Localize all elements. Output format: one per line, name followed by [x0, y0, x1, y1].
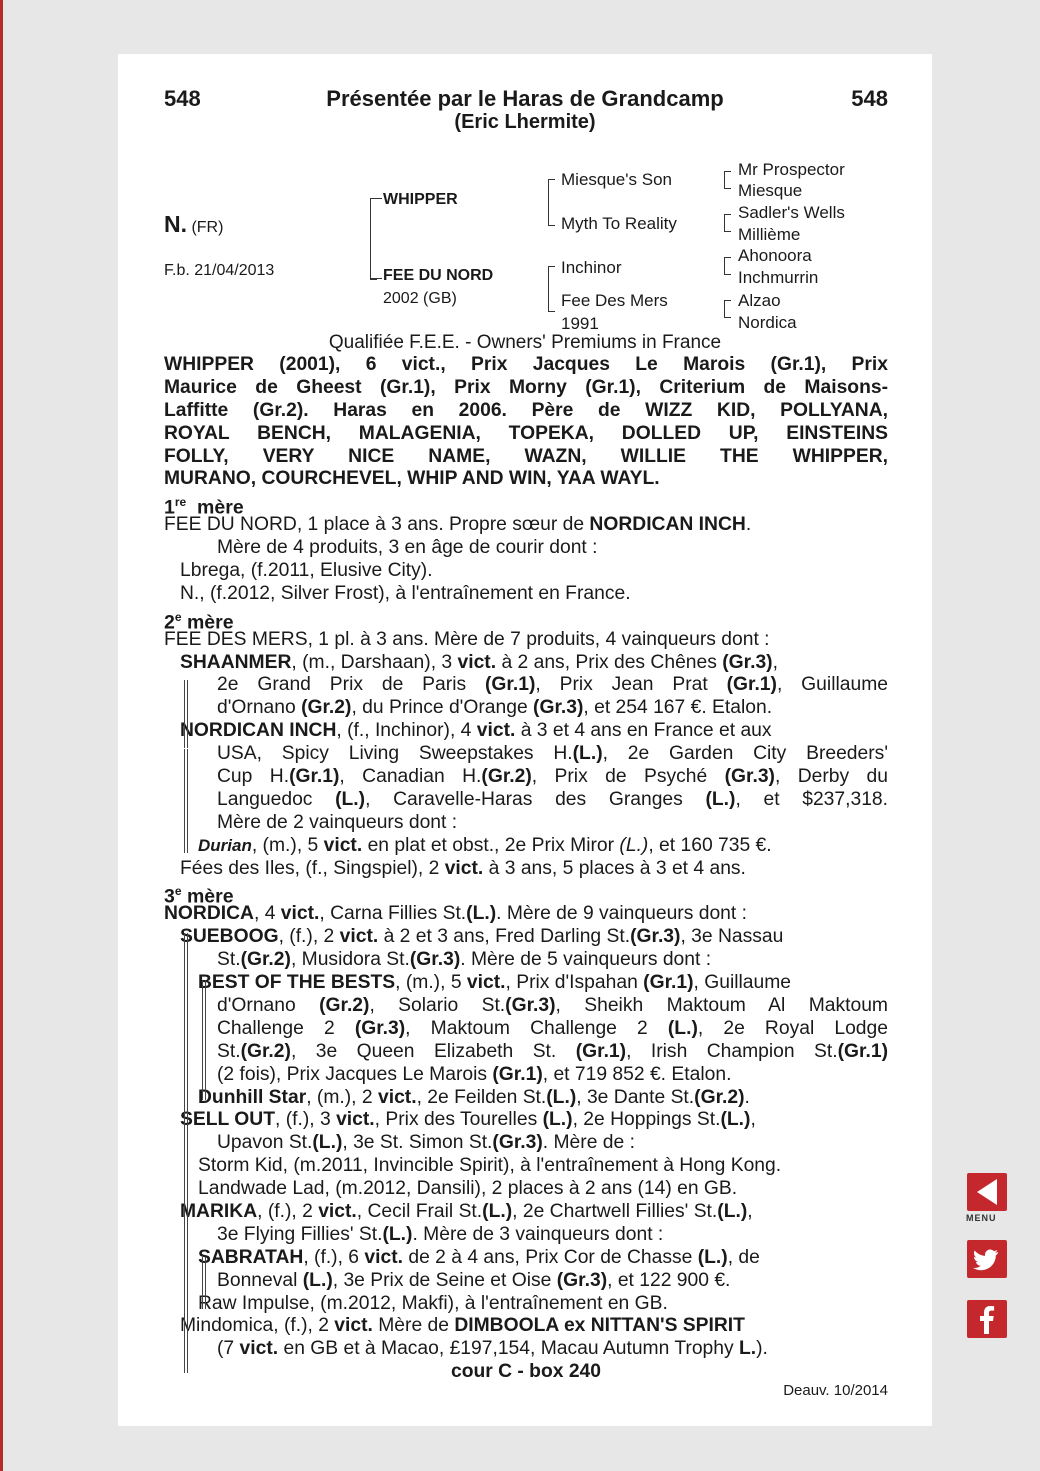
produce-line [164, 766, 888, 789]
text: Languedoc [217, 788, 336, 810]
text: . [744, 1086, 750, 1108]
produce-line [164, 789, 888, 812]
text: vict. [323, 834, 363, 856]
text: en GB et à Macao, £197,154, Macau Autumn Trophy [278, 1338, 739, 1360]
pedigree-dsd: Inchmurrin [738, 268, 819, 287]
text: , (m.), 5 [395, 972, 467, 994]
produce-line [164, 1109, 888, 1132]
produce-line [164, 1041, 888, 1064]
text: , Prix des Tourelles [374, 1109, 543, 1131]
text: Upavon St. [217, 1132, 313, 1154]
pedigree-bracket-sire [548, 179, 555, 226]
text: NORDICAN INCH [180, 720, 337, 742]
produce-line [164, 674, 888, 697]
text: vict. [280, 903, 320, 925]
twitter-button[interactable] [967, 1240, 1007, 1278]
text: (L.) [335, 788, 366, 810]
text: SHAANMER [180, 651, 292, 673]
text: (Gr.2) [319, 994, 370, 1016]
text: St. [217, 1040, 241, 1062]
box-location: cour C - box 240 [450, 1361, 601, 1383]
text: . Mère de 9 vainqueurs dont : [496, 903, 747, 925]
pedigree-bracket-dam [548, 266, 555, 312]
menu-label[interactable]: MENU [966, 1213, 997, 1223]
text: MARIKA [180, 1200, 258, 1222]
text: vict. [377, 1086, 417, 1108]
text: , Prix Jean Prat [535, 674, 727, 696]
text: . Mère de 5 vainqueurs dont : [460, 949, 712, 971]
text: (Gr.3) [722, 651, 773, 673]
text: , (f.), 3 [275, 1109, 337, 1131]
text: (L.) [312, 1132, 343, 1154]
heading-word: mère [186, 885, 234, 908]
text: . [745, 514, 752, 536]
text: (Gr.1) [575, 1040, 627, 1062]
produce-line [164, 1270, 888, 1293]
text: (Gr.1) [289, 766, 340, 788]
pedigree-bracket-g [724, 257, 731, 275]
text: , 2e Garden City Breeders' [602, 743, 889, 765]
produce-bar [184, 749, 188, 853]
text: , 3e St. Simon St. [342, 1132, 493, 1154]
text: d'Ornano [217, 994, 320, 1016]
text: , 2e Hoppings St. [572, 1109, 721, 1131]
produce-line [164, 995, 888, 1018]
pedigree-sire: WHIPPER [383, 191, 458, 208]
consignor-subtitle: (Eric Lhermite) [454, 111, 596, 133]
text: , (m.), 5 [251, 834, 324, 856]
first-dam-line: Mère de 4 produits, 3 en âge de courir dont : [217, 537, 598, 559]
sire-line: Laffitte (Gr.2). Haras en 2006. Père de WIZZ KID, POLLYANA, [164, 399, 888, 421]
text: , [747, 1200, 753, 1222]
produce-line [164, 743, 888, 766]
text: (7 [217, 1338, 240, 1360]
text: (L.) [717, 1200, 748, 1222]
horse-name: N. [164, 211, 187, 237]
produce-line [164, 835, 888, 858]
text: (Gr.2) [301, 697, 352, 719]
pedigree-sss: Mr Prospector [738, 160, 845, 179]
text: SUEBOOG [180, 926, 279, 948]
lot-number-left: 548 [164, 86, 201, 111]
text: , Maktoum Challenge 2 [405, 1017, 668, 1039]
text: vict. [364, 1246, 403, 1268]
text: (2 fois), Prix Jacques Le Marois [217, 1063, 493, 1085]
text: (Gr.3) [492, 1132, 543, 1154]
heading-num: 3 [164, 885, 175, 908]
first-dam-heading [164, 491, 888, 519]
text: , et 719 852 €. Etalon. [542, 1063, 732, 1085]
produce-line: N., (f.2012, Silver Frost), à l'entraînement en France. [180, 582, 631, 604]
text: (Gr.3) [505, 994, 556, 1016]
text: , [750, 1109, 756, 1131]
text: (Gr.1) [837, 1040, 888, 1062]
text: ). [756, 1338, 768, 1360]
text: (L.) [697, 1246, 728, 1268]
text: . Mère de : [542, 1132, 635, 1154]
pedigree-ssd: Miesque [738, 181, 803, 200]
text: , Derby du [774, 766, 889, 788]
produce-bar [202, 1257, 206, 1309]
twitter-icon [967, 1240, 1007, 1278]
produce-line: Lbrega, (f.2011, Elusive City). [180, 560, 433, 582]
pedigree-dd-year: 1991 [561, 314, 599, 333]
produce-line: Mère de 2 vainqueurs dont : [217, 811, 458, 833]
text: (Gr.3) [630, 926, 681, 948]
heading-num: 1 [164, 496, 175, 519]
text: , Musidora St. [290, 949, 410, 971]
text: , 3e Nassau [680, 926, 784, 948]
text: vict. [318, 1200, 357, 1222]
text: en plat et obst., 2e Prix Miror [362, 834, 620, 856]
text: Mère de [372, 1315, 455, 1337]
pedigree-bracket-g [724, 171, 731, 189]
text: vict. [239, 1338, 279, 1360]
produce-line [164, 1018, 888, 1041]
text: , et $237,318. [735, 788, 889, 810]
text: , Solario St. [369, 994, 506, 1016]
produce-bar [202, 980, 206, 1100]
first-dam-line [164, 514, 888, 537]
pedigree-tick [370, 278, 382, 279]
produce-line [164, 1315, 888, 1338]
text: (Gr.3) [556, 1269, 608, 1291]
text: , 3e Dante St. [576, 1086, 695, 1108]
text: , (f.), 6 [303, 1246, 365, 1268]
text: , Caravelle-Haras des Granges [365, 788, 706, 810]
sire-line: MURANO, COURCHEVEL, WHIP AND WIN, YAA WAYL. [164, 468, 660, 490]
text: , de [727, 1246, 760, 1268]
text: (Gr.1) [643, 972, 694, 994]
left-edge-line [0, 0, 3, 1471]
pedigree-ddd: Nordica [738, 313, 797, 332]
text: (L.) [619, 834, 649, 856]
third-dam-line [164, 903, 888, 926]
back-arrow-icon [967, 1173, 1007, 1211]
text: (Gr.3) [354, 1017, 406, 1039]
text: (L.) [572, 743, 603, 765]
text: (Gr.3) [409, 949, 461, 971]
pedigree-dds: Alzao [738, 291, 781, 310]
text: , Guillaume [776, 674, 888, 696]
text: FEE DU NORD, 1 place à 3 ans. Propre sœur de [164, 514, 590, 536]
text: (Gr.2) [481, 766, 532, 788]
text: , et 160 735 €. [648, 834, 772, 856]
produce-line: Raw Impulse, (m.2012, Makfi), à l'entraînement en GB. [198, 1292, 668, 1314]
produce-line [164, 697, 888, 720]
facebook-icon [967, 1300, 1007, 1338]
text: (L.) [466, 903, 497, 925]
text: à 2 ans, Prix des Chênes [496, 651, 723, 673]
produce-line: Landwade Lad, (m.2012, Dansili), 2 places à 2 ans (14) en GB. [198, 1178, 738, 1200]
horse-country: (FR) [191, 219, 224, 236]
pedigree-dss: Ahonoora [738, 246, 812, 265]
text: St. [217, 949, 241, 971]
pedigree-ss: Miesque's Son [561, 170, 672, 189]
second-dam-line: FEE DES MERS, 1 pl. à 3 ans. Mère de 7 produits, 4 vainqueurs dont : [164, 628, 770, 650]
pedigree-dd: Fee Des Mers [561, 291, 668, 310]
heading-num: 2 [164, 611, 175, 634]
text: Mindomica, (f.), 2 [180, 1315, 335, 1337]
text: (L.) [705, 788, 736, 810]
produce-line: Storm Kid, (m.2011, Invincible Spirit), à l'entraînement à Hong Kong. [198, 1155, 782, 1177]
text: Fées des Iles, (f., Singspiel), 2 [180, 857, 445, 879]
second-dam-heading [164, 606, 888, 634]
pedigree-tick [370, 198, 382, 199]
sire-line: WHIPPER (2001), 6 vict., Prix Jacques Le Marois (Gr.1), Prix [164, 354, 888, 375]
horse-name-block [164, 211, 223, 238]
text: NORDICAN INCH [589, 514, 746, 536]
produce-bar [184, 933, 188, 1373]
heading-sup: re [174, 495, 187, 510]
heading-word: mère [197, 496, 244, 519]
text: , 4 [253, 903, 281, 925]
text: , Sheikh Maktoum Al Maktoum [555, 994, 888, 1016]
text: (L.) [546, 1086, 577, 1108]
sire-line: ROYAL BENCH, MALAGENIA, TOPEKA, DOLLED UP, EINSTEINS [164, 422, 888, 444]
text: L. [739, 1338, 757, 1360]
facebook-button[interactable] [967, 1300, 1007, 1338]
text: , 3e Prix de Seine et Oise [332, 1269, 557, 1291]
text: à 2 et 3 ans, Fred Darling St. [378, 926, 631, 948]
text: Durian [198, 835, 252, 855]
text: Challenge 2 [217, 1017, 355, 1039]
text: , (m., Darshaan), 3 [291, 651, 458, 673]
text: , Prix d'Ispahan [505, 972, 644, 994]
text: , Prix de Psyché [531, 766, 725, 788]
lot-number-right: 548 [851, 86, 888, 111]
horse-birth: F.b. 21/04/2013 [164, 262, 275, 279]
produce-line [164, 1087, 888, 1110]
text: vict. [457, 651, 497, 673]
text: Dunhill Star [198, 1086, 307, 1108]
heading-word: mère [186, 611, 234, 634]
text: , et 122 900 €. [607, 1269, 731, 1291]
text: , (f.), 2 [257, 1200, 319, 1222]
text: (L.) [382, 1223, 413, 1245]
text: , du Prince d'Orange [351, 697, 534, 719]
text: vict. [339, 926, 379, 948]
pedigree-sd: Myth To Reality [561, 214, 677, 233]
text: , 3e Queen Elizabeth St. [290, 1040, 576, 1062]
heading-sup: e [174, 609, 182, 624]
text: (Gr.1) [726, 674, 777, 696]
catalogue-page [118, 54, 932, 1426]
produce-line [164, 1064, 888, 1087]
qualification: Qualifiée F.E.E. - Owners' Premiums in France [328, 332, 722, 353]
text: vict. [444, 857, 484, 879]
text: (Gr.3) [533, 697, 584, 719]
menu-button[interactable] [967, 1173, 1007, 1211]
sire-line: Maurice de Gheest (Gr.1), Prix Morny (Gr.1), Criterium de Maisons- [164, 376, 888, 398]
text: , (m.), 2 [306, 1086, 378, 1108]
pedigree-bracket-main [370, 198, 377, 280]
text: , 2e Feilden St. [416, 1086, 547, 1108]
text: DIMBOOLA ex NITTAN'S SPIRIT [454, 1315, 745, 1337]
text: , et 254 167 €. Etalon. [583, 697, 773, 719]
text: (L.) [720, 1109, 751, 1131]
text: d'Ornano [217, 697, 302, 719]
text: NORDICA [164, 903, 254, 925]
pedigree-bracket-g [724, 300, 731, 318]
text: (Gr.2) [240, 949, 291, 971]
produce-line [164, 972, 888, 995]
heading-sup: e [174, 884, 182, 899]
pedigree-sdd: Millième [738, 225, 801, 244]
text: , Canadian H. [339, 766, 482, 788]
text: à 3 ans, 5 places à 3 et 4 ans. [483, 857, 746, 879]
produce-line [164, 720, 888, 743]
text: (Gr.2) [240, 1040, 291, 1062]
text: (Gr.2) [694, 1086, 745, 1108]
text: , Irish Champion St. [626, 1040, 838, 1062]
produce-line [164, 926, 888, 949]
produce-line [164, 1247, 888, 1270]
text: 3e Flying Fillies' St. [217, 1223, 383, 1245]
text: vict. [334, 1315, 373, 1337]
catalogue-body [164, 354, 888, 1384]
text: (L.) [667, 1017, 698, 1039]
text: (Gr.1) [485, 674, 536, 696]
text: , [772, 651, 778, 673]
produce-bar [184, 680, 188, 748]
pedigree-dam-info: 2002 (GB) [383, 290, 457, 307]
text: , 2e Chartwell Fillies' St. [512, 1200, 718, 1222]
text: (L.) [542, 1109, 573, 1131]
footer-ref: Deauv. 10/2014 [783, 1382, 888, 1399]
consignor-title: Présentée par le Haras de Grandcamp [326, 86, 724, 111]
text: vict. [476, 720, 516, 742]
third-dam-heading [164, 880, 888, 908]
pedigree-ds: Inchinor [561, 258, 622, 277]
produce-line [164, 858, 888, 881]
text: à 3 et 4 ans en France et aux [515, 720, 772, 742]
text: , Cecil Frail St. [356, 1200, 483, 1222]
text: , Carna Fillies St. [319, 903, 467, 925]
text: Cup H. [217, 766, 290, 788]
text: , (f., Inchinor), 4 [336, 720, 477, 742]
produce-line [164, 1201, 888, 1224]
text: SELL OUT [180, 1109, 275, 1131]
text: SABRATAH [198, 1246, 304, 1268]
produce-line [164, 1338, 888, 1361]
text: . Mère de 3 vainqueurs dont : [412, 1223, 664, 1245]
text: , 2e Royal Lodge [697, 1017, 888, 1039]
text: USA, Spicy Living Sweepstakes H. [217, 743, 573, 765]
produce-line [164, 1132, 888, 1155]
text: Bonneval [217, 1269, 303, 1291]
produce-line [164, 652, 888, 675]
text: vict. [336, 1109, 375, 1131]
text: vict. [466, 972, 506, 994]
text: 2e Grand Prix de Paris [217, 674, 485, 696]
produce-line [164, 949, 888, 972]
pedigree-dam: FEE DU NORD [383, 267, 494, 284]
text: (Gr.3) [724, 766, 775, 788]
text: (Gr.1) [492, 1063, 543, 1085]
text: , (f.), 2 [278, 926, 340, 948]
pedigree-sds: Sadler's Wells [738, 203, 845, 222]
produce-line [164, 1224, 888, 1247]
text: , Guillaume [693, 972, 792, 994]
text: BEST OF THE BESTS [198, 972, 396, 994]
text: (L.) [482, 1200, 513, 1222]
text: de 2 à 4 ans, Prix Cor de Chasse [403, 1246, 698, 1268]
pedigree-bracket-g [724, 214, 731, 232]
sire-line: FOLLY, VERY NICE NAME, WAZN, WILLIE THE WHIPPER, [164, 445, 888, 467]
text: (L.) [302, 1269, 333, 1291]
